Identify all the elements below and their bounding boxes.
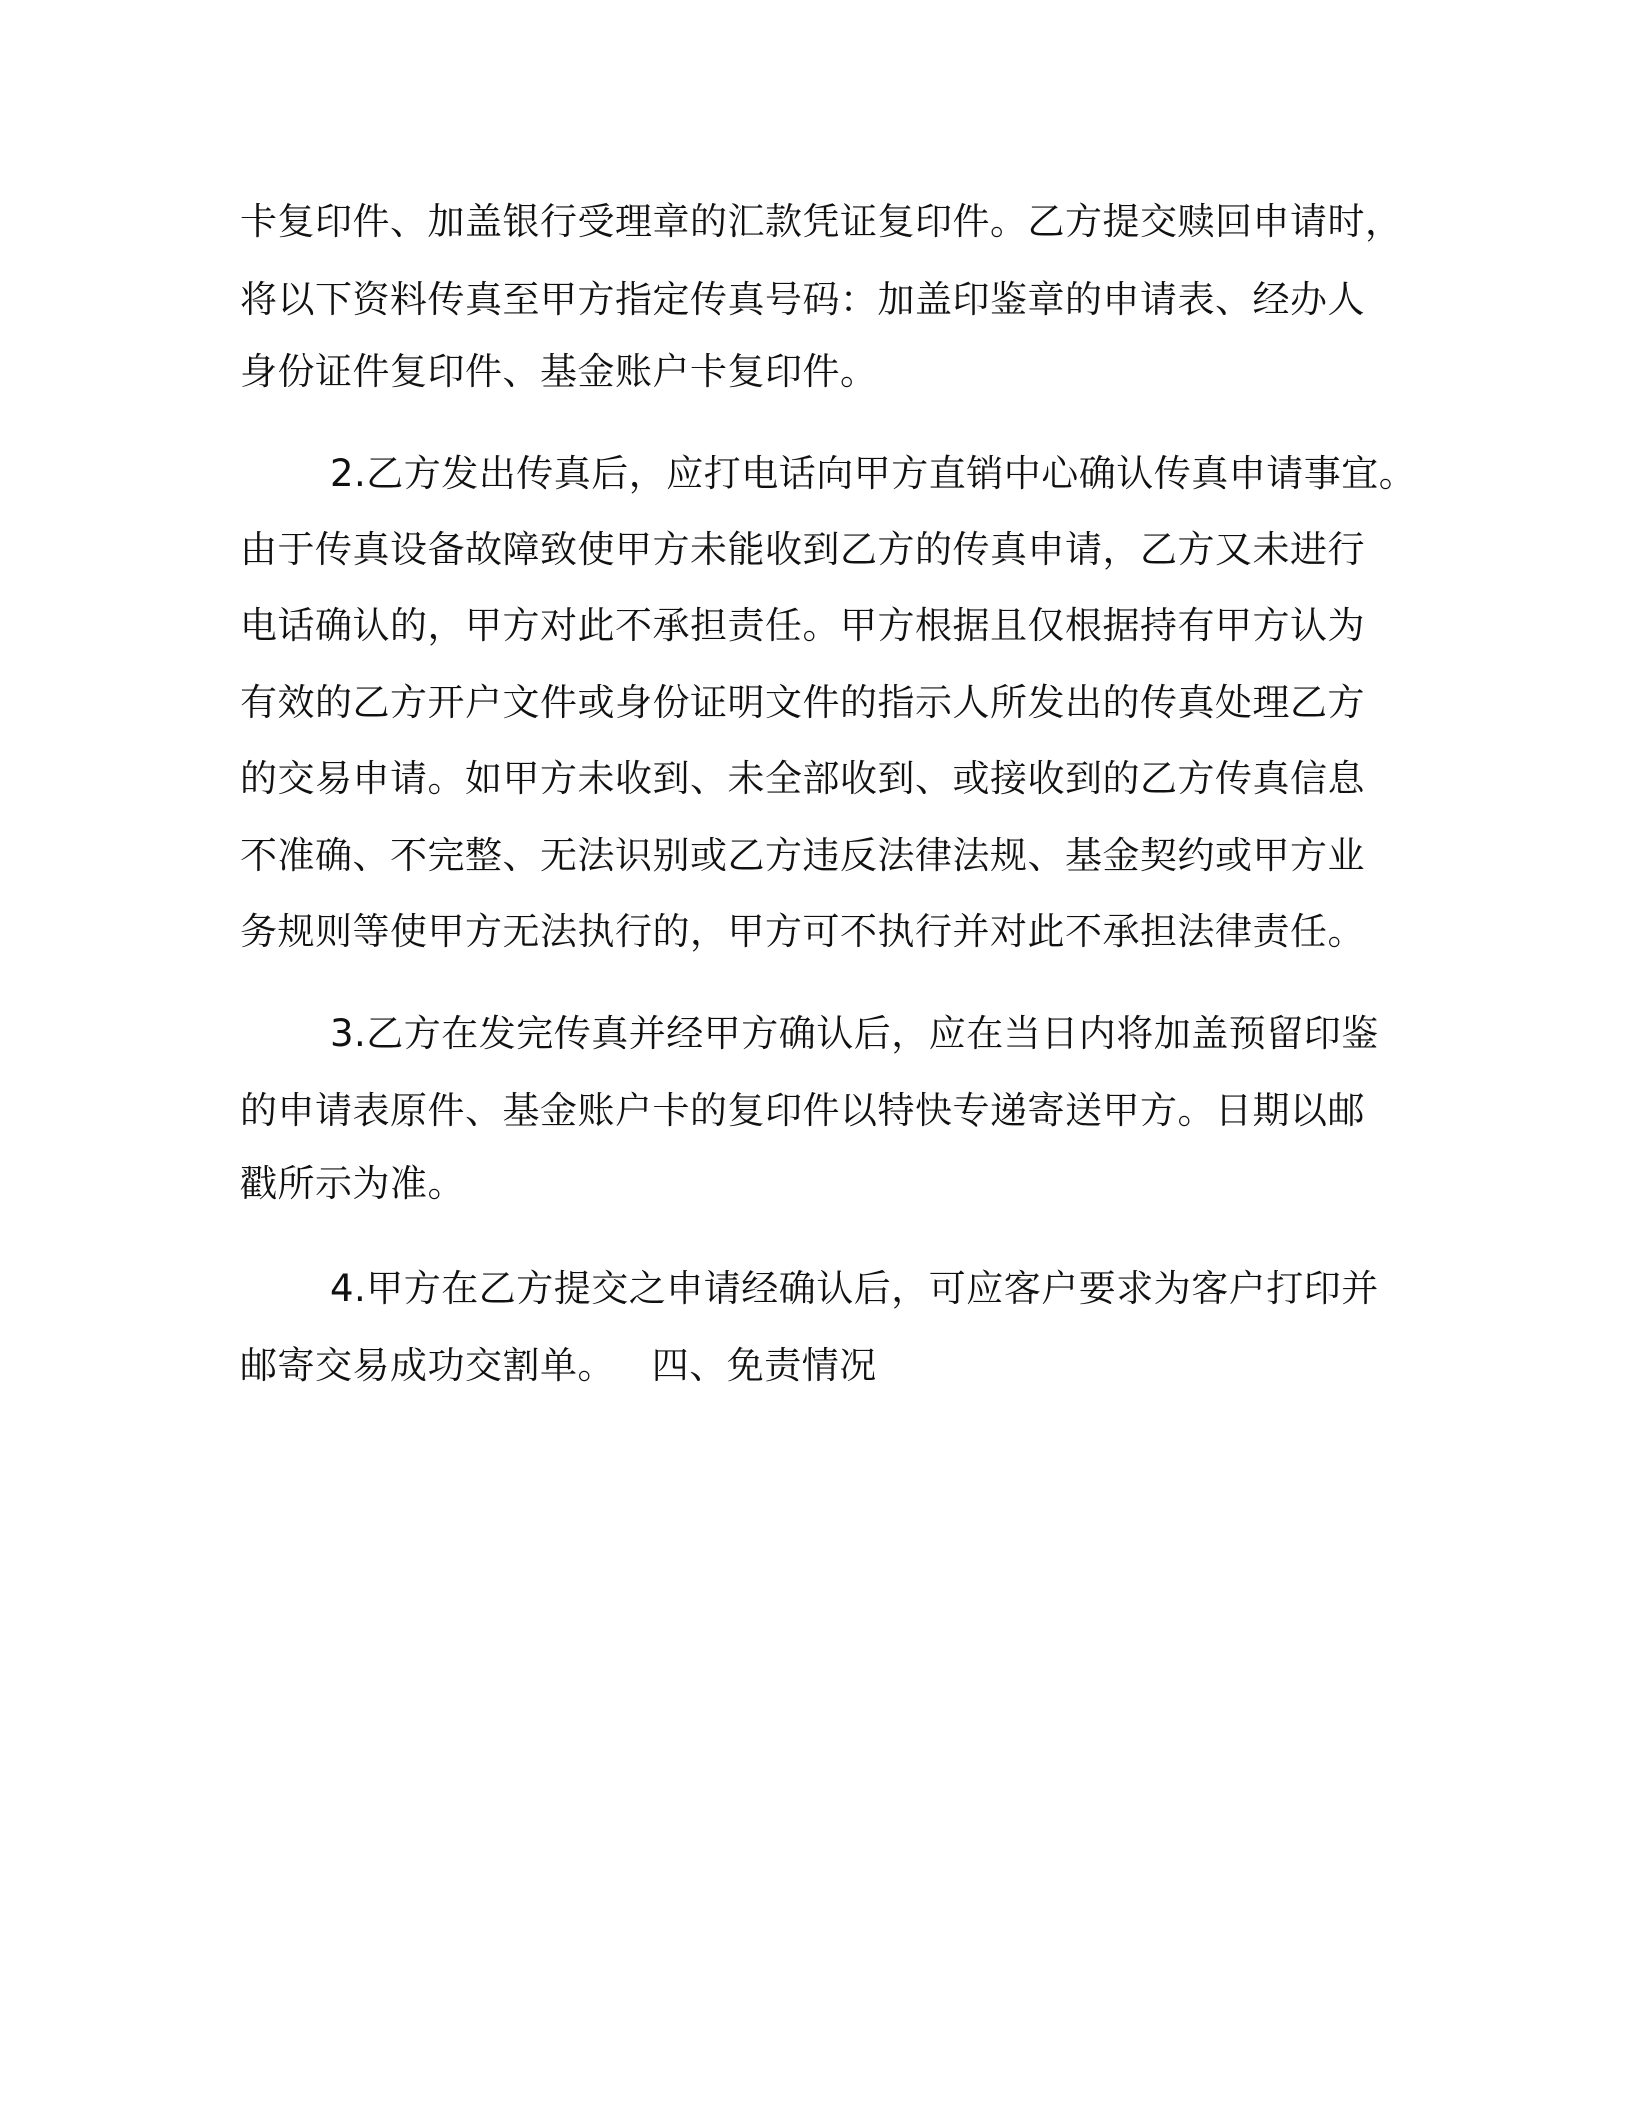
text-line: 卡复印件、加盖银行受理章的汇款凭证复印件。乙方提交赎回申请时， — [240, 200, 1403, 243]
text-line: 的申请表原件、基金账户卡的复印件以特快专递寄送甲方。日期以邮 — [240, 1089, 1365, 1132]
text-line: 由于传真设备故障致使甲方未能收到乙方的传真申请，乙方又未进行 — [240, 528, 1365, 571]
paragraph-start-line: 2.乙方发出传真后，应打电话向甲方直销中心确认传真申请事宜。 — [330, 452, 1417, 495]
text-line: 务规则等使甲方无法执行的，甲方可不执行并对此不承担法律责任。 — [240, 910, 1365, 953]
paragraph-start-line: 4.甲方在乙方提交之申请经确认后，可应客户要求为客户打印并 — [330, 1267, 1379, 1310]
paragraph-start-line: 3.乙方在发完传真并经甲方确认后，应在当日内将加盖预留印鉴 — [330, 1012, 1379, 1055]
text-line: 电话确认的，甲方对此不承担责任。甲方根据且仅根据持有甲方认为 — [240, 604, 1365, 647]
text-line: 身份证件复印件、基金账户卡复印件。 — [240, 350, 878, 393]
text-line: 将以下资料传真至甲方指定传真号码：加盖印鉴章的申请表、经办人 — [240, 278, 1365, 321]
text-line: 不准确、不完整、无法识别或乙方违反法律法规、基金契约或甲方业 — [240, 834, 1365, 877]
text-line: 戳所示为准。 — [240, 1162, 465, 1205]
text-line: 有效的乙方开户文件或身份证明文件的指示人所发出的传真处理乙方 — [240, 681, 1365, 724]
text-line: 的交易申请。如甲方未收到、未全部收到、或接收到的乙方传真信息 — [240, 757, 1365, 800]
text-line: 邮寄交易成功交割单。 四、免责情况 — [240, 1344, 877, 1387]
